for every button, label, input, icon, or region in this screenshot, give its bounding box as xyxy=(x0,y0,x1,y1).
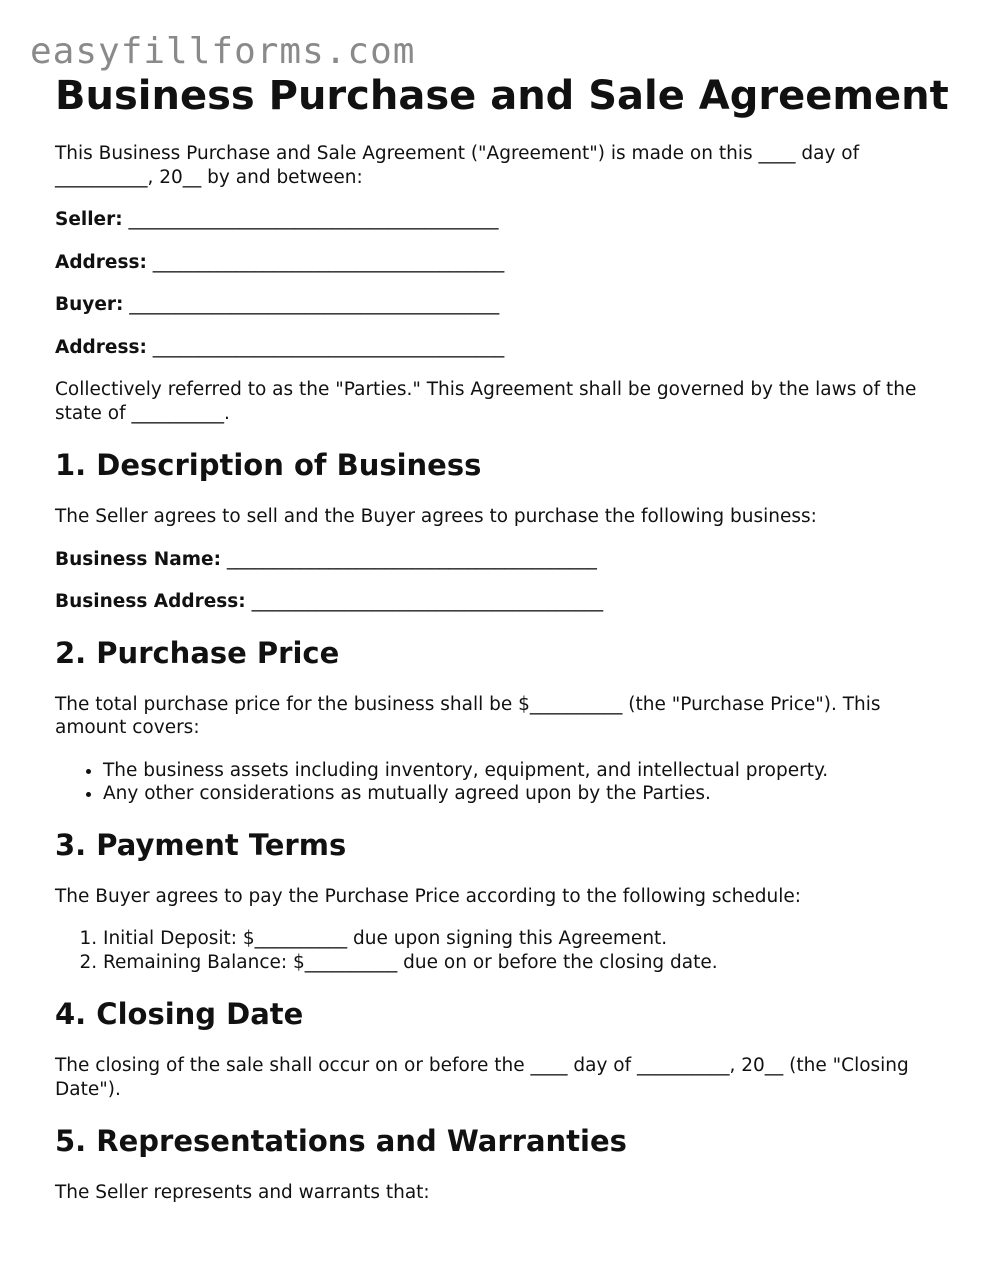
section-3-text: The Buyer agrees to pay the Purchase Price according to the following schedule: xyxy=(55,885,801,907)
section-4-heading: 4. Closing Date xyxy=(55,997,304,1031)
seller-label: Seller: xyxy=(55,209,123,230)
list-item: 2. Remaining Balance: $__________ due on or before the closing date. xyxy=(103,951,935,975)
business-name-blank[interactable]: ________________________________________ xyxy=(226,548,597,570)
business-address-blank[interactable]: ______________________________________ xyxy=(251,591,604,612)
seller-field xyxy=(55,208,935,232)
buyer-field xyxy=(55,293,935,317)
business-address-field xyxy=(55,590,935,614)
list-item: 1. Initial Deposit: $__________ due upon signing this Agreement. xyxy=(103,927,935,951)
seller-blank[interactable]: ________________________________________ xyxy=(128,209,499,230)
business-name-field xyxy=(55,548,935,572)
section-5-heading: 5. Representations and Warranties xyxy=(55,1124,627,1158)
business-name-label: Business Name: xyxy=(55,548,221,570)
intro-paragraph: This Business Purchase and Sale Agreement ("Agreement") is made on this ____ day of __________, 20__ by and between: xyxy=(55,143,860,188)
section-1-heading: 1. Description of Business xyxy=(55,448,482,482)
buyer-blank[interactable]: ________________________________________ xyxy=(129,294,500,315)
section-4-text: The closing of the sale shall occur on or before the ____ day of __________, 20__ (the "Closing Date"). xyxy=(55,1055,909,1100)
buyer-address-field xyxy=(55,336,935,360)
list-item: • Any other considerations as mutually agreed upon by the Parties. xyxy=(103,782,935,806)
section-5-text: The Seller represents and warrants that: xyxy=(55,1182,430,1203)
watermark: easyfillforms.com xyxy=(30,31,416,72)
document-title: Business Purchase and Sale Agreement xyxy=(55,73,949,119)
buyer-address-blank[interactable]: ______________________________________ xyxy=(152,336,505,358)
section-2-heading: 2. Purchase Price xyxy=(55,635,340,670)
business-address-label: Business Address: xyxy=(55,591,246,612)
seller-address-blank[interactable]: ______________________________________ xyxy=(152,251,505,273)
purchase-coverage-list xyxy=(55,759,935,806)
list-item: • The business assets including inventory, equipment, and intellectual property. xyxy=(103,759,935,783)
seller-address-field xyxy=(55,251,935,275)
governing-law-paragraph: Collectively referred to as the "Parties." This Agreement shall be governed by the laws of the state of __________. xyxy=(55,379,917,424)
section-1-text: The Seller agrees to sell and the Buyer agrees to purchase the following business: xyxy=(55,506,817,527)
seller-address-label: Address: xyxy=(55,251,147,273)
document-page xyxy=(55,72,949,1205)
buyer-label: Buyer: xyxy=(55,294,124,315)
payment-schedule-list xyxy=(55,927,935,974)
buyer-address-label: Address: xyxy=(55,336,147,358)
section-2-text: The total purchase price for the business shall be $__________ (the "Purchase Price"). This amount covers: xyxy=(55,693,881,738)
section-3-heading: 3. Payment Terms xyxy=(55,827,347,862)
